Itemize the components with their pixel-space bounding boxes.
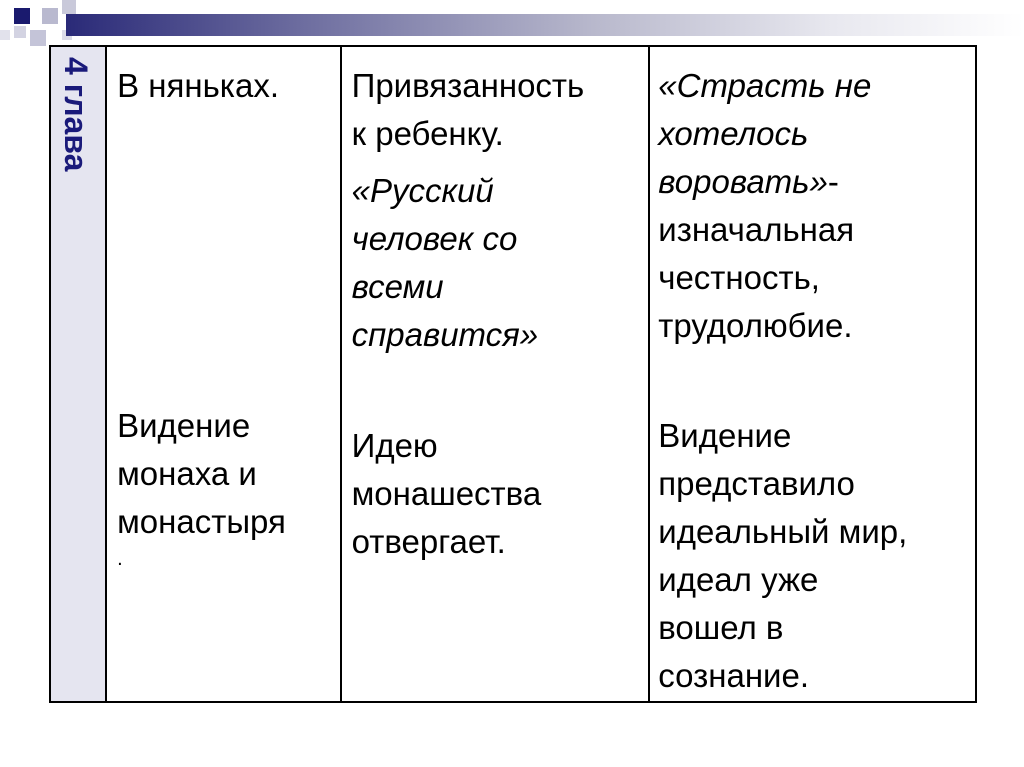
text-line: представило bbox=[658, 465, 855, 502]
text-line: Идею bbox=[351, 427, 438, 464]
text-line: монашества bbox=[351, 475, 542, 512]
text-line: изначальная bbox=[658, 211, 855, 248]
cell-text-block bbox=[658, 412, 907, 700]
text-line: Видение bbox=[658, 417, 792, 454]
cell-text-block bbox=[658, 62, 871, 350]
cell-attitude bbox=[341, 46, 650, 702]
decor-square bbox=[14, 8, 30, 24]
text-line: Привязанность bbox=[351, 67, 585, 104]
chapter-label: 4 глава bbox=[58, 57, 94, 172]
text-line: отвергает. bbox=[351, 523, 506, 560]
text-line: человек со bbox=[351, 220, 518, 257]
text-line: идеал уже bbox=[658, 561, 819, 598]
text-line bbox=[658, 158, 871, 206]
text-line: монаха и bbox=[117, 455, 257, 492]
text-line: справится» bbox=[351, 316, 539, 353]
table-row bbox=[50, 46, 976, 702]
text-line: к ребенку. bbox=[351, 115, 504, 152]
text-line: монастыря bbox=[117, 503, 286, 540]
dash: - bbox=[827, 163, 839, 200]
cell-meaning bbox=[649, 46, 976, 702]
quote-block bbox=[352, 167, 539, 359]
content-table bbox=[49, 45, 977, 703]
text-line: всеми bbox=[351, 268, 444, 305]
decor-square bbox=[42, 8, 58, 24]
text-line: . bbox=[117, 548, 123, 570]
text-line: честность, bbox=[658, 259, 820, 296]
decor-square bbox=[30, 30, 46, 46]
cell-events bbox=[106, 46, 341, 702]
text-line: сознание. bbox=[658, 657, 810, 694]
text-line: трудолюбие. bbox=[658, 307, 853, 344]
decor-square bbox=[14, 26, 26, 38]
cell-text-block bbox=[117, 402, 286, 572]
text-line: вошел в bbox=[658, 609, 784, 646]
text-line: Видение bbox=[117, 407, 251, 444]
quote-fragment: воровать» bbox=[658, 163, 828, 200]
chapter-cell bbox=[50, 46, 106, 702]
text-line: «Страсть не bbox=[658, 67, 872, 104]
decor-square bbox=[62, 0, 76, 14]
cell-text-block bbox=[352, 62, 585, 158]
text-line: «Русский bbox=[351, 172, 494, 209]
decor-square bbox=[0, 30, 10, 40]
cell-text: В няньках. bbox=[117, 67, 279, 104]
text-line: хотелось bbox=[658, 115, 809, 152]
text-line: идеальный мир, bbox=[658, 513, 908, 550]
title-gradient-bar bbox=[66, 14, 1024, 36]
cell-text-block bbox=[352, 422, 542, 566]
